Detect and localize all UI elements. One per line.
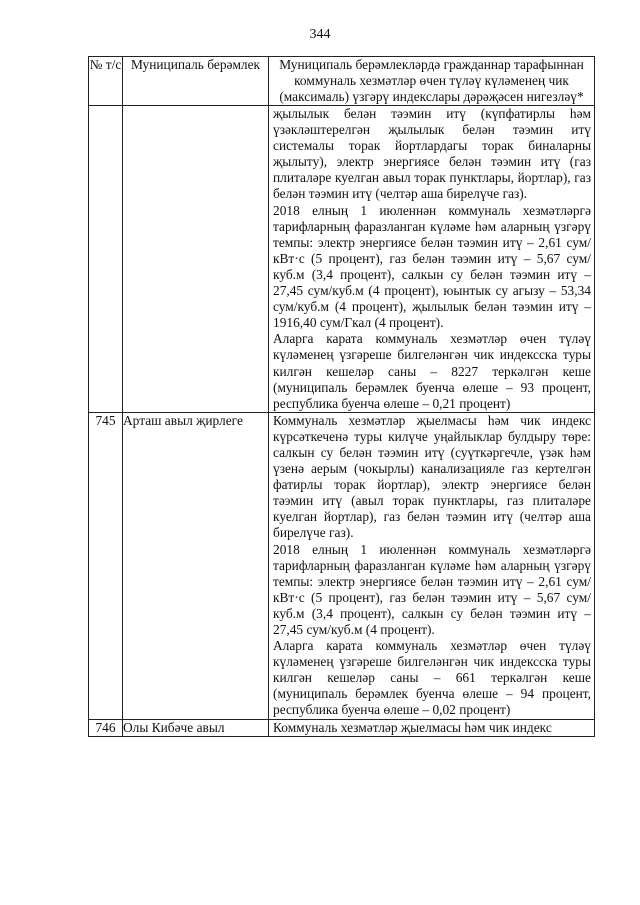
table-row: [89, 412, 595, 719]
row-municipality: [123, 106, 269, 413]
row-number: 745: [89, 412, 123, 719]
row-number: 746: [89, 719, 123, 736]
paragraph: җылылык белән тәэмин итү (күпфатирлы һәм үзәкләштерелгән җылылык белән тәэмин итү системалы торак йортлардагы торак биналарны җылыту), электр энергиясе белән тәэмин итү (газ плиталәре куелган авыл торак пунктлары, йортлар), газ белән тәэмин итү (челтәр аша бирелүче газ).: [273, 106, 591, 202]
header-number: № т/с: [89, 57, 123, 106]
row-justification: [269, 106, 595, 413]
paragraph: Аларга карата коммуналь хезмәтләр өчен түләү күләменең үзгәреше билгеләнгән чик индексска туры килгән кешеләр саны – 661 теркәлгән кеше (муниципаль берәмлек буенча өлеше – 94 процент, республика буенча өлеше – 0,02 процент): [273, 638, 591, 718]
table-row: [89, 719, 595, 736]
paragraph: Коммуналь хезмәтләр җыелмасы һәм чик индекс: [273, 719, 552, 735]
row-municipality: Олы Кибәче авыл: [123, 719, 269, 736]
row-justification: [269, 412, 595, 719]
row-number: [89, 106, 123, 413]
header-justification: Муниципаль берәмлекләрдә гражданнар тарафыннан коммуналь хезмәтләр өчен түләү күләменең чик (максималь) үзгәрү индекслары дәрәҗәсен нигезләү*: [269, 57, 595, 106]
table-header-row: [89, 57, 595, 106]
header-municipality: Муниципаль берәмлек: [123, 57, 269, 106]
paragraph: 2018 елның 1 июленнән коммуналь хезмәтләргә тарифларның фаразланган күләме һәм аларның үзгәрү темпы: электр энергиясе белән тәэмин итү – 2,61 сум/кВт·с (5 процент), газ белән тәэмин итү – 5,67 сум/куб.м (3,4 процент), салкын су белән тәэмин итү – 27,45 сум/куб.м (4 процент), юынтык су агызу – 53,34 сум/куб.м (4 процент), җылылык белән тәэмин итү – 1916,40 сум/Гкал (4 процент).: [273, 202, 591, 331]
row-municipality: Арташ авыл җирлеге: [123, 412, 269, 719]
page-number: 344: [309, 27, 331, 42]
paragraph: Коммуналь хезмәтләр җыелмасы һәм чик индекс күрсәткеченә туры килүче уңайлыклар булдыру төре: салкын су белән тәэмин итү (суүткәргечле, үзәк һәм үзенә аерым (чокырлы) канализацияле газ кертелгән фатирлы торак йортлар), электр энергиясе белән тәэмин итү (авыл торак пунктлары, газ плиталәре куелган йортлар), газ белән тәэмин итү (челтәр аша бирелүче газ).: [273, 412, 591, 541]
paragraph: Аларга карата коммуналь хезмәтләр өчен түләү күләменең үзгәреше билгеләнгән чик индексска туры килгән кешеләр саны – 8227 теркәлгән кеше (муниципаль берәмлек буенча өлеше – 93 процент, республика буенча өлеше – 0,21 процент): [273, 331, 591, 411]
paragraph: 2018 елның 1 июленнән коммуналь хезмәтләргә тарифларның фаразланган күләме һәм аларның үзгәрү темпы: электр энергиясе белән тәэмин итү – 2,61 сум/кВт·с (5 процент), газ белән тәэмин итү – 5,67 сум/куб.м (3,4 процент), салкын су белән тәэмин итү – 27,45 сум/куб.м (4 процент).: [273, 541, 591, 637]
table-row: [89, 106, 595, 413]
indices-table: [88, 56, 595, 737]
row-justification: [269, 719, 595, 736]
